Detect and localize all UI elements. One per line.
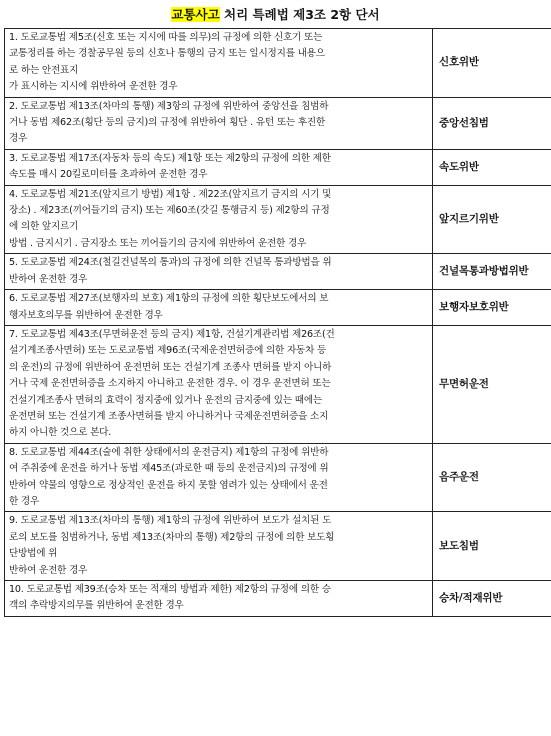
row-description (5, 512, 433, 581)
description-line: 설기계조종사면허) 또는 도로교통법 제96조(국제운전면허증에 의한 자동차 등 (9, 345, 327, 357)
exceptions-table (4, 28, 551, 617)
row-description (5, 325, 433, 443)
description-line: 반하여 운전한 경우 (9, 564, 88, 576)
description-line: 8. 도로교통법 제44조(술에 취한 상태에서의 운전금지) 제1항의 규정에 위반하 (9, 446, 329, 458)
description-line: 장소) . 제23조(끼어들기의 금지) 또는 제60조(갓길 통행금지 등) 제2항의 규정 (9, 205, 330, 217)
description-line: 건설기계조종사 면허의 효력이 정지중에 있거나 운전의 금지중에 있는 때에는 (9, 394, 322, 406)
description-line: 단방법에 위 (9, 548, 58, 560)
document-title (4, 6, 547, 28)
row-description (5, 185, 433, 254)
description-line: 4. 도로교통법 제21조(앞지르기 방법) 제1항 . 제22조(앞지르기 금지의 시기 및 (9, 188, 332, 200)
table-row (5, 97, 551, 149)
row-description (5, 290, 433, 326)
row-description (5, 581, 433, 617)
row-description (5, 254, 433, 290)
table-row (5, 254, 551, 290)
row-description (5, 149, 433, 185)
violation-label: 신호위반 (433, 29, 551, 98)
violation-label: 보도침범 (433, 512, 551, 581)
description-line: 한 경우 (9, 495, 40, 507)
violation-label: 속도위반 (433, 149, 551, 185)
description-line: 의 운전)의 규정에 위반하여 운전면허 또는 건설기계 조종사 면허를 받지 아니하 (9, 361, 332, 373)
description-line: 객의 추락방지의무를 위반하여 운전한 경우 (9, 600, 184, 612)
description-line: 7. 도로교통법 제43조(무면허운전 등의 금지) 제1항, 건설기계관리법 제26조(건 (9, 328, 335, 340)
row-description (5, 443, 433, 512)
table-row (5, 290, 551, 326)
table-row (5, 512, 551, 581)
description-line: 거나 동법 제62조(횡단 등의 금지)의 규정에 위반하여 횡단 . 유턴 또는 후진한 (9, 117, 326, 129)
description-line: 로의 보도를 침범하거나, 동법 제13조(차마의 통행) 제2항의 규정에 의한 보도횡 (9, 531, 335, 543)
violation-label: 무면허운전 (433, 325, 551, 443)
table-row (5, 325, 551, 443)
description-line: 속도를 매시 20킬로미터를 초과하여 운전한 경우 (9, 169, 208, 181)
description-line: 하지 아니한 것으로 본다. (9, 427, 112, 439)
description-line: 행자보호의무를 위반하여 운전한 경우 (9, 309, 163, 321)
description-line: 반하여 운전한 경우 (9, 273, 88, 285)
title-rest: 처리 특례법 제3조 2항 단서 (219, 7, 380, 22)
description-line: 5. 도로교통법 제24조(철길건널목의 통과)의 규정에 의한 건널목 통과방법을 위 (9, 257, 332, 269)
description-line: 3. 도로교통법 제17조(자동차 등의 속도) 제1항 또는 제2항의 규정에 의한 제한 (9, 152, 331, 164)
description-line: 거나 국제 운전면허증을 소지하지 아니하고 운전한 경우. 이 경우 운전면허 또는 (9, 378, 331, 390)
violation-label: 앞지르기위반 (433, 185, 551, 254)
violation-label: 음주운전 (433, 443, 551, 512)
table-row (5, 29, 551, 98)
table-row (5, 443, 551, 512)
table-row (5, 185, 551, 254)
description-line: 10. 도로교통법 제39조(승차 또는 적재의 방법과 제한) 제2항의 규정에 의한 승 (9, 584, 331, 595)
description-line: 여 주취중에 운전을 하거나 동법 제45조(과로한 때 등의 운전금지)의 규정에 위 (9, 463, 329, 475)
table-row (5, 581, 551, 617)
description-line: 에 의한 앞지르기 (9, 221, 79, 233)
violation-label: 건널목통과방법위반 (433, 254, 551, 290)
description-line: 9. 도로교통법 제13조(차마의 통행) 제1항의 규정에 위반하여 보도가 설치된 도 (9, 515, 332, 527)
description-line: 가 표시하는 지시에 위반하여 운전한 경우 (9, 81, 178, 93)
description-line: 반하여 약물의 영향으로 정상적인 운전을 하지 못할 염려가 있는 상태에서 운전 (9, 479, 328, 491)
row-description (5, 29, 433, 98)
table-row (5, 149, 551, 185)
row-description (5, 97, 433, 149)
description-line: 운전면허 또는 건설기계 조종사면허를 받지 아니하거나 국제운전면허증을 소지 (9, 410, 329, 422)
title-highlight: 교통사고 (171, 7, 220, 22)
description-line: 1. 도로교통법 제5조(신호 또는 지시에 따를 의무)의 규정에 의한 신호기 또는 (9, 32, 323, 43)
violation-label: 보행자보호위반 (433, 290, 551, 326)
description-line: 경우 (9, 133, 28, 145)
description-line: 6. 도로교통법 제27조(보행자의 보호) 제1항의 규정에 의한 횡단보도에서의 보 (9, 293, 329, 305)
description-line: 교통정리를 하는 경찰공무원 등의 신호나 통행의 금지 또는 일시정지를 내용으 (9, 48, 325, 60)
description-line: 방법 . 금지시기 . 금지장소 또는 끼어들기의 금지에 위반하여 운전한 경우 (9, 237, 307, 249)
violation-label: 승차/적재위반 (433, 581, 551, 617)
violation-label: 중앙선침범 (433, 97, 551, 149)
description-line: 로 하는 안전표지 (9, 64, 79, 76)
description-line: 2. 도로교통법 제13조(차마의 통행) 제3항의 규정에 위반하여 중앙선을 침범하 (9, 100, 329, 112)
